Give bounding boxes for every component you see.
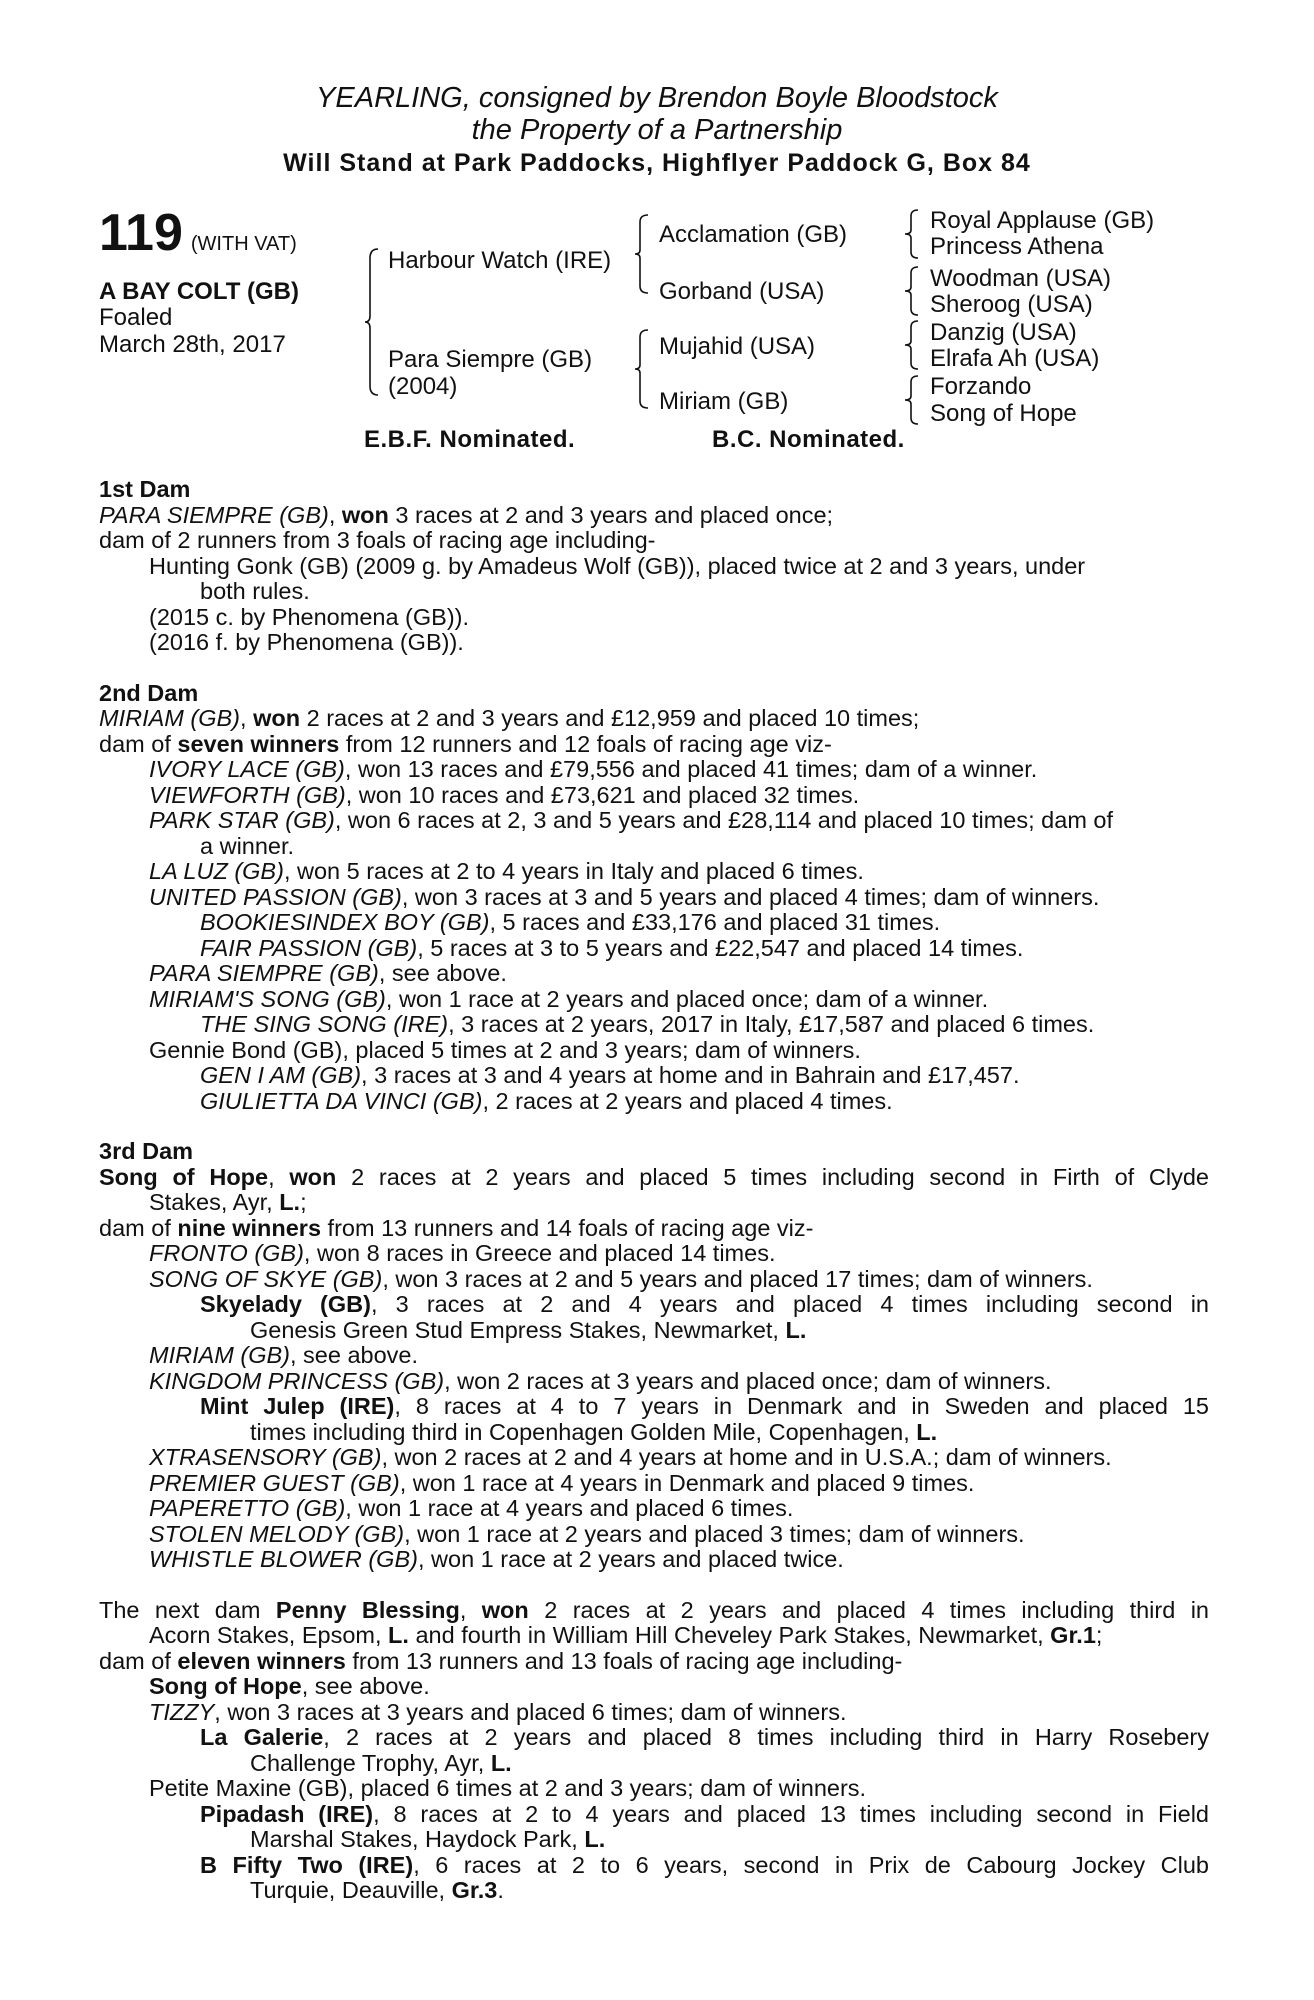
won-label: won — [289, 1163, 337, 1190]
horse-name: Skyelady (GB) — [200, 1291, 371, 1317]
produce-entry-sub — [99, 1725, 1209, 1751]
produce-entry-sub — [99, 1802, 1209, 1828]
horse-name: VIEWFORTH (GB) — [149, 781, 346, 808]
horse-name: PAPERETTO (GB) — [149, 1495, 346, 1521]
lot-number-block — [99, 204, 297, 262]
record-text: , won 1 race at 4 years in Denmark and placed 9 times. — [399, 1469, 975, 1496]
pedigree-dam-sire: Mujahid (USA) — [659, 333, 816, 360]
produce-entry-continued: a winner. — [200, 832, 295, 859]
summary-text: from 13 runners and 14 foals of racing age viz- — [321, 1214, 814, 1241]
produce-entry-continued: both rules. — [200, 578, 310, 604]
horse-name: IVORY LACE (GB) — [149, 756, 345, 782]
owner-line: the Property of a Partnership — [471, 114, 843, 146]
summary-text: dam of — [99, 1214, 178, 1241]
record-text: 3 races at 2 and 3 years and placed once; — [388, 501, 834, 528]
produce-entry-continued — [99, 1827, 1209, 1853]
horse-name: FRONTO (GB) — [149, 1240, 304, 1266]
pedigree-brace-g1 — [904, 209, 920, 259]
horse-name: Song of Hope — [149, 1673, 302, 1699]
dam-name: PARA SIEMPRE (GB) — [99, 501, 329, 528]
second-dam-produce-summary — [99, 732, 1209, 758]
record-text: . — [497, 1877, 504, 1903]
third-dam-line — [99, 1165, 1209, 1191]
horse-name: TIZZY — [149, 1698, 215, 1725]
produce-entry — [99, 1471, 1209, 1497]
foaled-block — [99, 304, 286, 358]
section-gap — [99, 1114, 1209, 1139]
record-text: , see above. — [301, 1673, 430, 1699]
third-dam-produce-summary — [99, 1216, 1209, 1242]
record-text: , won 3 races at 3 years and placed 6 times; dam of winners. — [214, 1698, 847, 1725]
record-text: , won 5 races at 2 to 4 years in Italy and placed 6 times. — [283, 858, 864, 884]
record-text: Challenge Trophy, Ayr, — [250, 1749, 491, 1776]
section-gap — [99, 656, 1209, 681]
record-text: , won 1 race at 2 years and placed twice. — [417, 1546, 844, 1572]
race-grade: L. — [490, 1749, 512, 1776]
summary-text: dam of — [99, 1647, 178, 1674]
dam-history — [99, 477, 1209, 1904]
horse-name: SONG OF SKYE (GB) — [149, 1265, 383, 1292]
record-text: , won 1 race at 4 years and placed 6 times. — [345, 1495, 794, 1521]
produce-entry-sub — [99, 936, 1209, 962]
horse-name: B Fifty Two (IRE) — [200, 1851, 414, 1878]
produce-entry-sub — [99, 1853, 1209, 1879]
record-text: , see above. — [290, 1342, 419, 1368]
second-dam-title: 2nd Dam — [99, 679, 199, 706]
record-text: 2 races at 2 years and placed 4 times including third in — [528, 1596, 1210, 1623]
first-dam-title: 1st Dam — [99, 476, 191, 502]
produce-entry: Hunting Gonk (GB) (2009 g. by Amadeus Wolf (GB)), placed twice at 2 and 3 years, under — [149, 552, 1086, 579]
next-dam-line — [99, 1598, 1209, 1624]
stabling-line: Will Stand at Park Paddocks, Highflyer Paddock G, Box 84 — [283, 149, 1031, 177]
summary-text: from 12 runners and 12 foals of racing age viz- — [339, 730, 832, 757]
horse-name: BOOKIESINDEX BOY (GB) — [200, 909, 490, 935]
record-text: , won 1 race at 2 years and placed once; dam of a winner. — [385, 985, 989, 1012]
pedigree-g3: Woodman (USA) — [930, 265, 1111, 292]
dam-name: Song of Hope — [99, 1163, 269, 1190]
bc-nomination: B.C. Nominated. — [712, 426, 905, 453]
record-text: ; — [300, 1189, 307, 1215]
horse-name: MIRIAM (GB) — [149, 1342, 290, 1368]
third-dam-title: 3rd Dam — [99, 1138, 194, 1164]
produce-entry — [99, 783, 1209, 809]
ebf-nomination: E.B.F. Nominated. — [364, 426, 576, 453]
horse-description: A BAY COLT (GB) — [99, 278, 300, 305]
produce-entry — [99, 757, 1209, 783]
record-text: , won 2 races at 2 and 4 years at home and in U.S.A.; dam of winners. — [381, 1444, 1112, 1470]
produce-entry-sub — [99, 1012, 1209, 1038]
won-label: won — [341, 501, 389, 528]
separator: , — [459, 1596, 482, 1623]
race-grade: Gr.3 — [451, 1877, 498, 1903]
produce-entry — [99, 987, 1209, 1013]
record-text: , 3 races at 3 and 4 years at home and in Bahrain and £17,457. — [361, 1062, 1020, 1088]
summary-text: dam of — [99, 730, 178, 757]
record-text: , won 13 races and £79,556 and placed 41 times; dam of a winner. — [344, 756, 1038, 782]
next-dam-line-continued — [99, 1623, 1209, 1649]
pedigree-brace-main — [364, 248, 380, 396]
record-text: , 3 races at 2 years, 2017 in Italy, £17,587 and placed 6 times. — [448, 1011, 1095, 1037]
record-text: , 6 races at 2 to 6 years, second in Prix de Cabourg Jockey Club — [413, 1851, 1209, 1878]
record-text: Marshal Stakes, Haydock Park, — [250, 1826, 585, 1852]
record-text: , won 3 races at 2 and 5 years and placed 17 times; dam of winners. — [382, 1265, 1093, 1292]
record-text: , 2 races at 2 years and placed 4 times. — [482, 1087, 893, 1114]
horse-name: STOLEN MELODY (GB) — [149, 1520, 405, 1547]
foaled-label: Foaled — [99, 304, 173, 331]
horse-name: Mint Julep (IRE) — [200, 1393, 395, 1419]
produce-entry — [99, 1241, 1209, 1267]
record-text: , see above. — [378, 960, 507, 986]
horse-name: LA LUZ (GB) — [149, 858, 284, 884]
pedigree-brace-sire — [634, 214, 650, 294]
record-text: , 5 races and £33,176 and placed 31 times. — [489, 909, 941, 935]
horse-name: THE SING SONG (IRE) — [200, 1011, 449, 1037]
race-grade: L. — [916, 1418, 938, 1445]
produce-entry-sub — [99, 1394, 1209, 1420]
race-grade: L. — [279, 1189, 301, 1215]
horse-name: UNITED PASSION (GB) — [149, 883, 402, 910]
race-grade: L. — [785, 1316, 807, 1343]
horse-name: PREMIER GUEST (GB) — [149, 1469, 400, 1496]
record-text: , 8 races at 2 to 4 years and placed 13 times including second in Field — [373, 1800, 1209, 1827]
record-text: 2 races at 2 and 3 years and £12,959 and placed 10 times; — [300, 705, 920, 731]
record-text: Turquie, Deauville, — [250, 1877, 452, 1903]
produce-entry-sub — [99, 1089, 1209, 1115]
first-dam-produce-summary: dam of 2 runners from 3 foals of racing age including- — [99, 527, 656, 553]
pedigree-g6: Elrafa Ah (USA) — [930, 345, 1100, 372]
horse-name: La Galerie — [200, 1724, 324, 1750]
produce-entry-sub — [99, 910, 1209, 936]
summary-text: from 13 runners and 13 foals of racing age including- — [345, 1647, 903, 1674]
pedigree-g2: Princess Athena — [930, 233, 1104, 260]
produce-entry — [99, 1674, 1209, 1700]
section-gap — [99, 1573, 1209, 1598]
won-label: won — [481, 1596, 529, 1623]
record-text: , won 10 races and £73,621 and placed 32 times. — [345, 781, 860, 808]
pedigree-sire: Harbour Watch (IRE) — [388, 247, 612, 274]
horse-name: WHISTLE BLOWER (GB) — [149, 1546, 418, 1572]
produce-entry-continued — [99, 1751, 1209, 1777]
record-text: , 8 races at 4 to 7 years in Denmark and in Sweden and placed 15 — [394, 1393, 1209, 1419]
consignor-line: YEARLING, consigned by Brendon Boyle Bloodstock — [316, 82, 998, 114]
produce-entry — [99, 1522, 1209, 1548]
record-text: , won 3 races at 3 and 5 years and placed 4 times; dam of winners. — [401, 883, 1100, 910]
won-label: won — [253, 705, 301, 731]
horse-name: XTRASENSORY (GB) — [149, 1444, 382, 1470]
first-dam-line: PARA SIEMPRE (GB), won 3 races at 2 and 3 years and placed once; — [99, 501, 834, 528]
produce-entry — [99, 1445, 1209, 1471]
produce-entry — [99, 859, 1209, 885]
record-text: and fourth in William Hill Cheveley Park Stakes, Newmarket, — [408, 1622, 1051, 1648]
pedigree-sire-sire: Acclamation (GB) — [659, 221, 848, 248]
produce-entry — [99, 1547, 1209, 1573]
record-text: 2 races at 2 years and placed 5 times including second in Firth of Clyde — [336, 1163, 1209, 1190]
dam-name: MIRIAM (GB) — [99, 705, 240, 731]
race-grade: L. — [584, 1826, 606, 1852]
produce-entry — [99, 885, 1209, 911]
produce-entry — [99, 1496, 1209, 1522]
produce-entry: (2016 f. by Phenomena (GB)). — [149, 629, 464, 655]
horse-name: Pipadash (IRE) — [200, 1800, 374, 1827]
produce-entry — [99, 1343, 1209, 1369]
lot-number: 119 — [99, 204, 183, 262]
pedigree-dam-dam: Miriam (GB) — [659, 388, 789, 415]
foaled-date: March 28th, 2017 — [99, 331, 286, 358]
record-text: , 2 races at 2 years and placed 8 times including third in Harry Rosebery — [323, 1724, 1209, 1750]
produce-entry — [99, 1700, 1209, 1726]
record-text: Genesis Green Stud Empress Stakes, Newmarket, — [250, 1316, 786, 1343]
record-text: , won 1 race at 2 years and placed 3 times; dam of winners. — [404, 1520, 1025, 1547]
winners-count: eleven winners — [177, 1647, 346, 1674]
produce-entry-sub — [99, 1063, 1209, 1089]
horse-name: PARA SIEMPRE (GB) — [149, 960, 379, 986]
produce-entry: Gennie Bond (GB), placed 5 times at 2 and 3 years; dam of winners. — [149, 1036, 861, 1063]
horse-name: GEN I AM (GB) — [200, 1062, 362, 1088]
horse-name: PARK STAR (GB) — [149, 807, 335, 833]
pedigree-g7: Forzando — [930, 373, 1032, 400]
record-text: , won 6 races at 2, 3 and 5 years and £28,114 and placed 10 times; dam of — [334, 807, 1114, 833]
produce-entry — [99, 1369, 1209, 1395]
produce-entry — [99, 1267, 1209, 1293]
record-text: Stakes, Ayr, — [149, 1189, 280, 1215]
second-dam-line: MIRIAM (GB), won 2 races at 2 and 3 years and £12,959 and placed 10 times; — [99, 705, 920, 731]
produce-entry — [99, 808, 1209, 834]
pedigree-sire-dam: Gorband (USA) — [659, 278, 825, 305]
pedigree-dam: Para Siempre (GB) — [388, 346, 593, 373]
pedigree-g1: Royal Applause (GB) — [930, 207, 1155, 234]
horse-name: GIULIETTA DA VINCI (GB) — [200, 1087, 483, 1114]
record-text: , won 8 races in Greece and placed 14 times. — [303, 1240, 776, 1266]
winners-count: nine winners — [177, 1214, 322, 1241]
horse-name: KINGDOM PRINCESS (GB) — [149, 1367, 445, 1394]
record-text: Acorn Stakes, Epsom, — [149, 1622, 389, 1648]
record-text: The next dam — [99, 1596, 276, 1623]
pedigree-dam-year: (2004) — [388, 373, 458, 400]
record-text: , 5 races at 3 to 5 years and £22,547 and placed 14 times. — [417, 934, 1024, 961]
pedigree-brace-g2 — [904, 266, 920, 316]
vat-label: (WITH VAT) — [190, 233, 297, 255]
third-dam-line-continued — [99, 1190, 1209, 1216]
pedigree-brace-dam — [634, 329, 650, 409]
produce-entry — [99, 961, 1209, 987]
race-grade: Gr.1 — [1050, 1622, 1096, 1648]
horse-name: FAIR PASSION (GB) — [200, 934, 418, 961]
horse-name: MIRIAM'S SONG (GB) — [149, 985, 386, 1012]
record-text: ; — [1095, 1622, 1103, 1648]
produce-entry-sub — [99, 1292, 1209, 1318]
record-text: , 3 races at 2 and 4 years and placed 4 times including second in — [370, 1291, 1210, 1317]
record-text: times including third in Copenhagen Golden Mile, Copenhagen, — [250, 1418, 917, 1445]
winners-count: seven winners — [177, 730, 340, 757]
pedigree-g4: Sheroog (USA) — [930, 291, 1093, 318]
produce-entry: (2015 c. by Phenomena (GB)). — [149, 603, 470, 630]
produce-entry-continued — [99, 1318, 1209, 1344]
next-dam-produce-summary — [99, 1649, 1209, 1675]
pedigree-g5: Danzig (USA) — [930, 319, 1077, 346]
dam-name: Penny Blessing — [275, 1596, 460, 1623]
separator: , — [268, 1163, 290, 1190]
record-text: , won 2 races at 3 years and placed once; dam of winners. — [444, 1367, 1052, 1394]
produce-entry-continued — [99, 1420, 1209, 1446]
race-grade: L. — [388, 1622, 409, 1648]
pedigree-g8: Song of Hope — [930, 400, 1077, 427]
pedigree-brace-g3 — [904, 320, 920, 370]
pedigree-brace-g4 — [904, 375, 920, 425]
produce-entry-continued — [99, 1878, 1209, 1904]
produce-entry: Petite Maxine (GB), placed 6 times at 2 and 3 years; dam of winners. — [149, 1775, 867, 1801]
